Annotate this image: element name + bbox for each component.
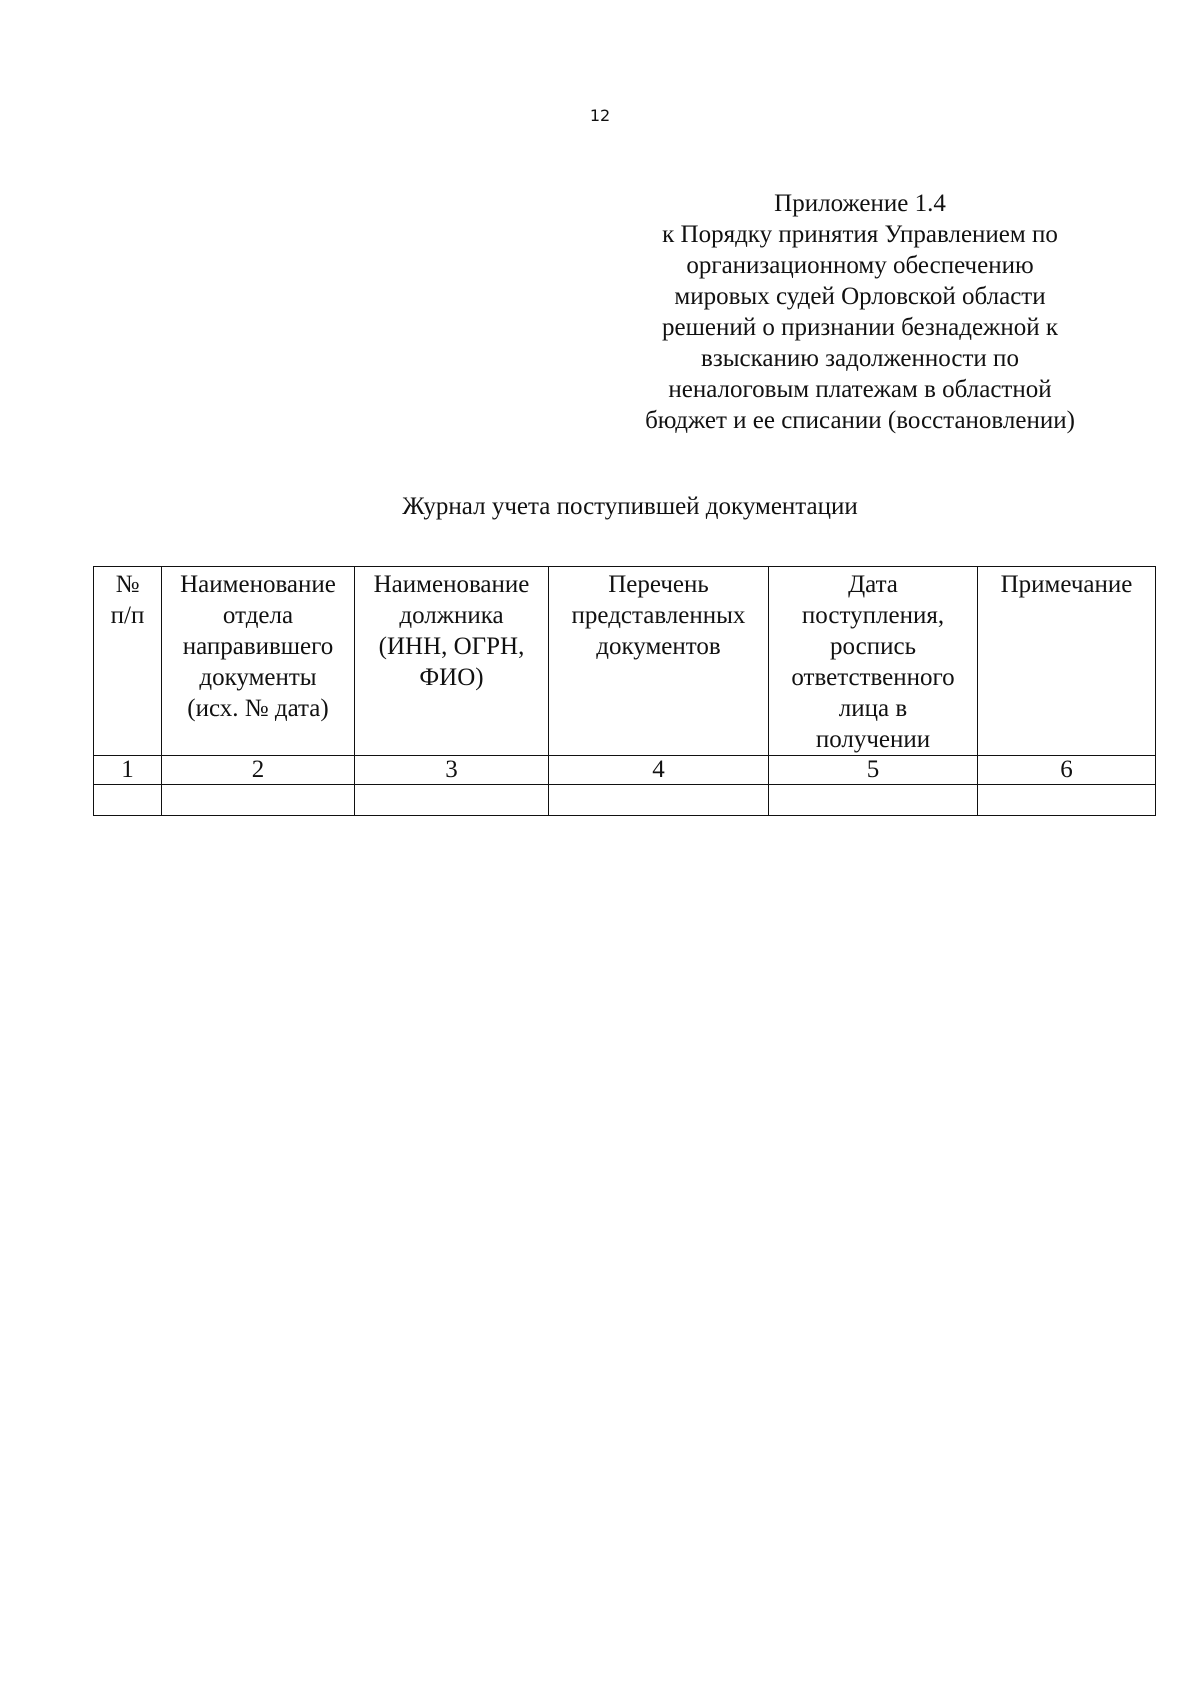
appendix-line: решений о признании безнадежной к xyxy=(662,314,1058,341)
column-number: 5 xyxy=(769,756,978,785)
table-cell xyxy=(549,785,769,816)
appendix-line: взысканию задолженности по xyxy=(701,345,1019,372)
column-number: 3 xyxy=(355,756,549,785)
column-number-row xyxy=(94,756,1156,785)
appendix-reference xyxy=(620,188,1100,436)
header-sending-department: Наименование отдела направившего документы (исх. № дата) xyxy=(162,567,355,756)
table-cell xyxy=(162,785,355,816)
journal-table xyxy=(93,566,1156,816)
header-documents-list: Перечень представленных документов xyxy=(549,567,769,756)
appendix-line: к Порядку принятия Управлением по xyxy=(662,221,1058,248)
table-row xyxy=(94,785,1156,816)
appendix-line: организационному обеспечению xyxy=(686,252,1034,279)
table-header-row xyxy=(94,567,1156,756)
appendix-line: мировых судей Орловской области xyxy=(674,283,1046,310)
appendix-line: неналоговым платежам в областной xyxy=(668,376,1052,403)
table-cell xyxy=(355,785,549,816)
table-cell xyxy=(769,785,978,816)
table-cell xyxy=(94,785,162,816)
header-receipt-date: Дата поступления, роспись ответственного лица в получении xyxy=(769,567,978,756)
table-cell xyxy=(978,785,1156,816)
appendix-line: Приложение 1.4 xyxy=(774,190,946,217)
appendix-line: бюджет и ее списании (восстановлении) xyxy=(645,407,1075,434)
column-number: 2 xyxy=(162,756,355,785)
header-debtor-name: Наименование должника (ИНН, ОГРН, ФИО) xyxy=(355,567,549,756)
document-title: Журнал учета поступившей документации xyxy=(402,493,858,520)
header-number: № п/п xyxy=(94,567,162,756)
column-number: 4 xyxy=(549,756,769,785)
column-number: 1 xyxy=(94,756,162,785)
page-number: 12 xyxy=(589,106,611,125)
column-number: 6 xyxy=(978,756,1156,785)
header-note: Примечание xyxy=(978,567,1156,756)
